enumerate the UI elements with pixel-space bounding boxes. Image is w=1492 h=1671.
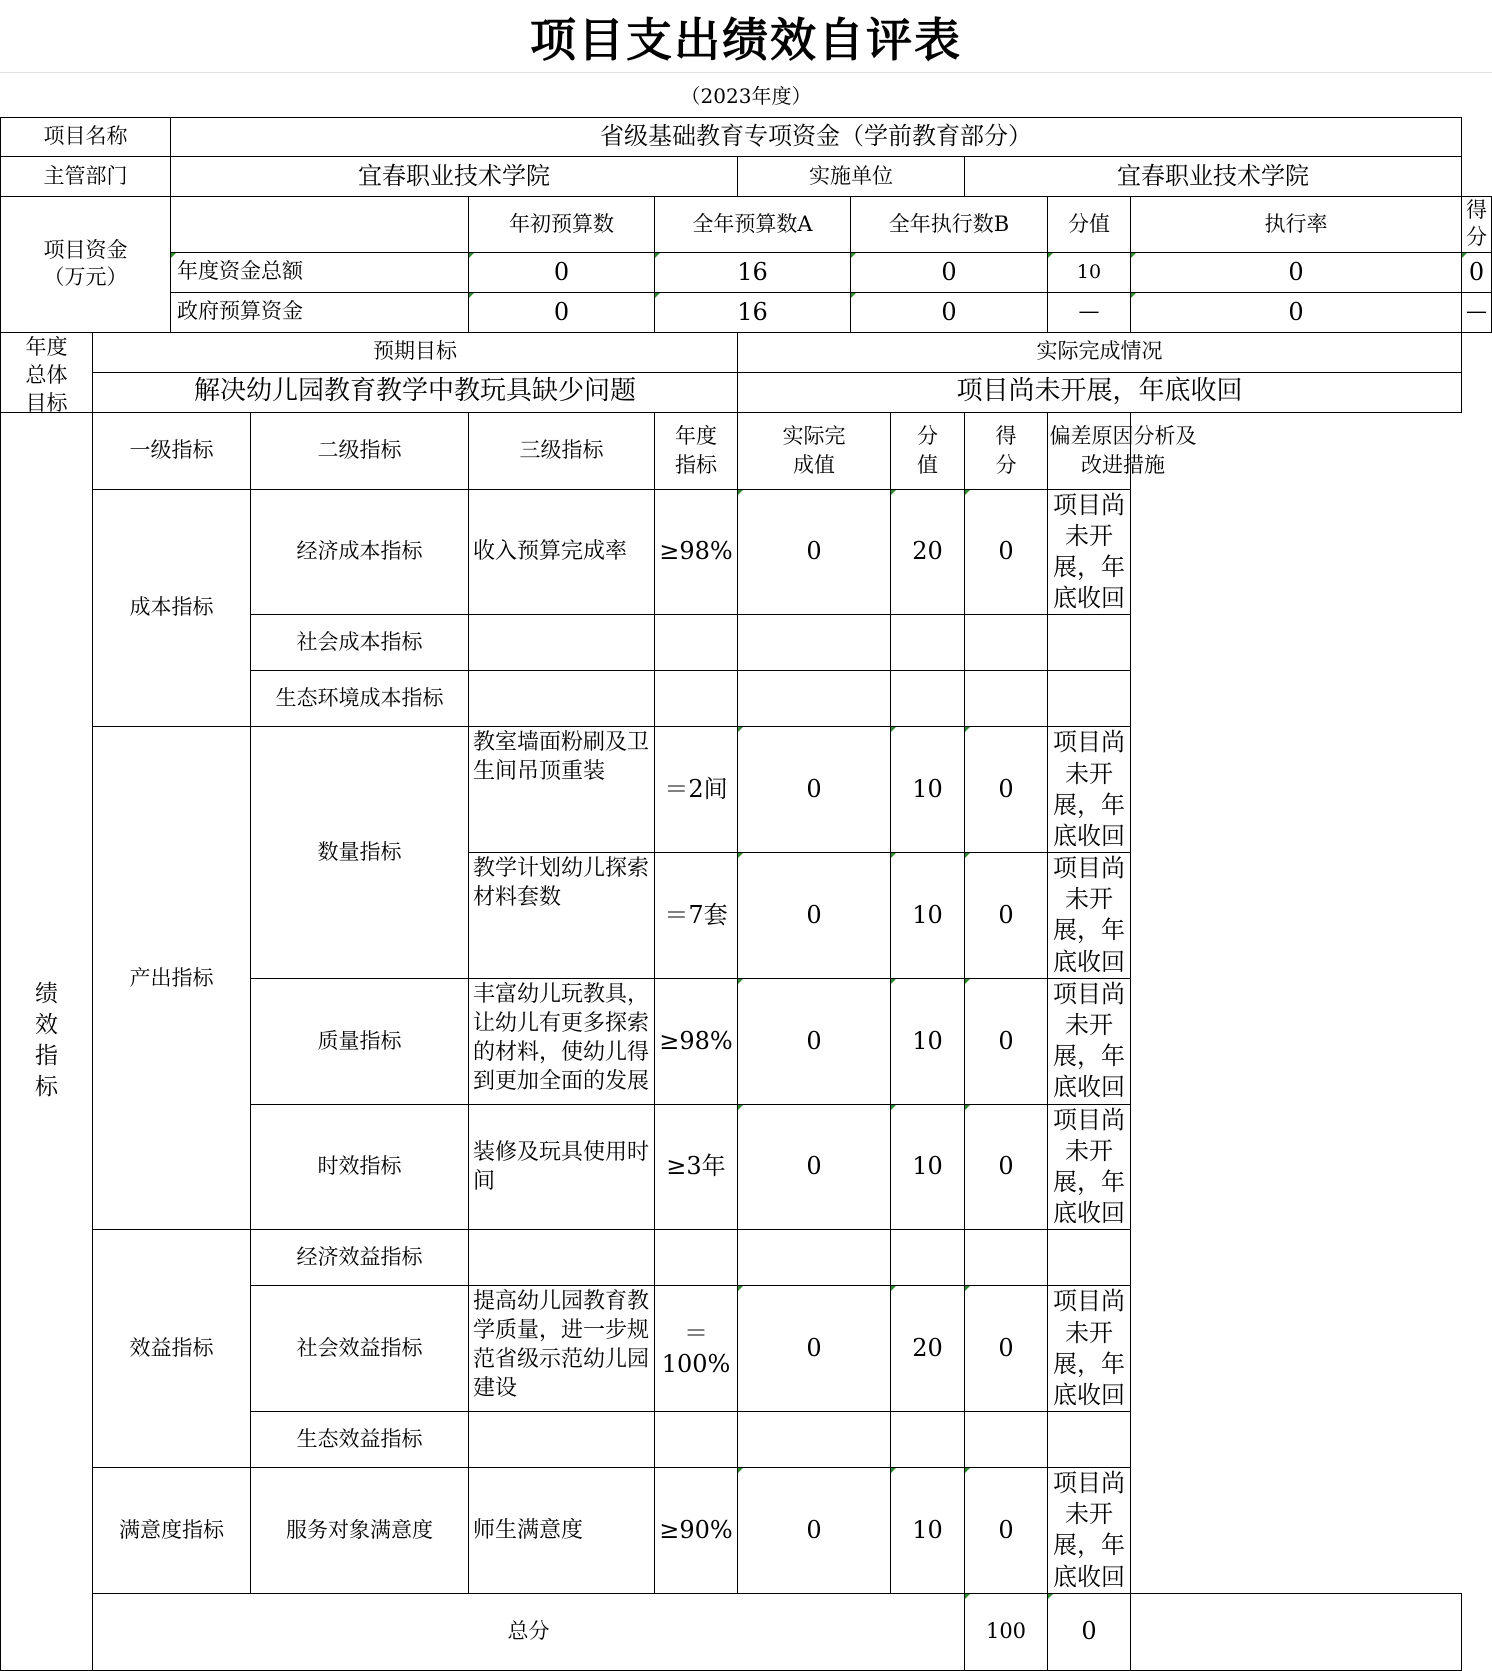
score-cell[interactable]	[965, 1230, 1048, 1286]
header-ind-score-text: 得分	[995, 423, 1017, 477]
funds-gov-row	[1, 292, 1492, 332]
funds-total-score-value[interactable]: 10	[1048, 252, 1131, 292]
table-row	[1, 727, 1492, 853]
funds-header-row	[1, 197, 1492, 253]
deviation-cell[interactable]: 项目尚未开展，年底收回	[1048, 853, 1131, 979]
level3-cell[interactable]: 师生满意度	[469, 1468, 655, 1594]
level2-cell: 服务对象满意度	[251, 1468, 469, 1594]
goals-label	[1, 332, 93, 415]
header-exec-rate: 执行率	[1131, 197, 1462, 253]
header-deviation-text: 偏差原因分析及改进措施	[1049, 423, 1197, 477]
funds-total-executed[interactable]: 0	[851, 252, 1048, 292]
deviation-cell[interactable]: 项目尚未开展，年底收回	[1048, 1104, 1131, 1230]
level2-cell: 生态环境成本指标	[251, 671, 469, 727]
level3-cell[interactable]	[469, 671, 655, 727]
score-cell[interactable]: 0	[965, 1104, 1048, 1230]
funds-gov-score-value[interactable]: —	[1048, 292, 1131, 332]
level2-cell: 经济效益指标	[251, 1230, 469, 1286]
year-label: （2023年度）	[680, 84, 812, 108]
header-level2: 二级指标	[251, 412, 469, 489]
score-cell[interactable]	[965, 615, 1048, 671]
actual-goal-value[interactable]: 项目尚未开展，年底收回	[738, 372, 1462, 412]
level2-cell: 数量指标	[251, 727, 469, 979]
target-cell[interactable]	[655, 615, 738, 671]
level2-cell: 生态效益指标	[251, 1412, 469, 1468]
level2-cell: 社会成本指标	[251, 615, 469, 671]
deviation-cell[interactable]	[1048, 1412, 1131, 1468]
score-cell[interactable]: 0	[965, 978, 1048, 1104]
level1-satisfaction: 满意度指标	[93, 1468, 251, 1594]
level2-cell: 经济成本指标	[251, 489, 469, 615]
level3-cell[interactable]	[469, 853, 655, 979]
header-level3: 三级指标	[469, 412, 655, 489]
goals-value-row	[1, 372, 1492, 412]
target-cell[interactable]: ≥98%	[655, 489, 738, 615]
score-cell[interactable]: 0	[965, 727, 1048, 853]
funds-label-line2: （万元）	[43, 265, 128, 290]
actual-cell[interactable]	[738, 671, 891, 727]
score-value-cell[interactable]: 10	[891, 1104, 965, 1230]
score-cell[interactable]	[965, 1412, 1048, 1468]
deviation-cell[interactable]: 项目尚未开展，年底收回	[1048, 727, 1131, 853]
funds-gov-initial[interactable]: 0	[469, 292, 655, 332]
level3-text: 丰富幼儿玩教具，让幼儿有更多探索的材料，使幼儿得到更加全面的发展	[473, 981, 650, 1094]
actual-cell[interactable]: 0	[738, 727, 891, 853]
level3-cell[interactable]	[469, 615, 655, 671]
header-actual-value	[738, 412, 891, 489]
table-row	[1, 1468, 1492, 1594]
actual-goal-header: 实际完成情况	[738, 332, 1462, 372]
deviation-cell[interactable]	[1048, 615, 1131, 671]
score-cell[interactable]: 0	[965, 853, 1048, 979]
target-cell[interactable]	[655, 1230, 738, 1286]
target-cell[interactable]: ≥3年	[655, 1104, 738, 1230]
level3-cell[interactable]	[469, 978, 655, 1104]
page-title: 项目支出绩效自评表	[530, 13, 962, 67]
indicators-section-text: 绩效指标	[35, 981, 58, 1101]
target-cell[interactable]: ＝7套	[655, 853, 738, 979]
target-cell[interactable]: ＝100%	[655, 1286, 738, 1412]
goals-label-text: 年度总体目标	[25, 334, 68, 415]
header-annual-target	[655, 412, 738, 489]
funds-label-line1: 项目资金	[43, 238, 128, 262]
header-annual-budget: 全年预算数A	[655, 197, 851, 253]
funds-gov-executed[interactable]: 0	[851, 292, 1048, 332]
total-score[interactable]: 0	[1048, 1593, 1131, 1670]
actual-cell[interactable]: 0	[738, 1104, 891, 1230]
funds-label	[1, 197, 171, 333]
level1-output: 产出指标	[93, 727, 251, 1230]
funds-total-label: 年度资金总额	[171, 252, 469, 292]
unit-label: 实施单位	[738, 157, 965, 197]
header-annual-target-text: 年度指标	[675, 423, 717, 477]
funds-total-rate[interactable]: 0	[1131, 252, 1462, 292]
evaluation-table	[0, 117, 1492, 1671]
project-name-label: 项目名称	[1, 118, 171, 157]
score-value-cell[interactable]: 10	[891, 853, 965, 979]
total-score-value[interactable]: 100	[965, 1593, 1048, 1670]
funds-total-annual[interactable]: 16	[655, 252, 851, 292]
score-cell[interactable]: 0	[965, 489, 1048, 615]
header-initial-budget: 年初预算数	[469, 197, 655, 253]
score-value-cell[interactable]: 10	[891, 978, 965, 1104]
header-ind-score-value	[891, 412, 965, 489]
score-value-cell[interactable]: 20	[891, 489, 965, 615]
level3-text: 提高幼儿园教育教学质量，进一步规范省级示范幼儿园建设	[473, 1289, 650, 1402]
score-value-cell[interactable]	[891, 1230, 965, 1286]
level2-cell: 时效指标	[251, 1104, 469, 1230]
deviation-cell[interactable]: 项目尚未开展，年底收回	[1048, 978, 1131, 1104]
actual-cell[interactable]: 0	[738, 1468, 891, 1594]
funds-total-score[interactable]: 0	[1462, 252, 1492, 292]
unit-value[interactable]: 宜春职业技术学院	[965, 157, 1462, 197]
actual-cell[interactable]	[738, 1412, 891, 1468]
target-cell[interactable]: ＝2间	[655, 727, 738, 853]
funds-gov-score[interactable]: —	[1462, 292, 1492, 332]
header-executed: 全年执行数B	[851, 197, 1048, 253]
funds-gov-label: 政府预算资金	[171, 292, 469, 332]
expected-goal-value[interactable]: 解决幼儿园教育教学中教玩具缺少问题	[93, 372, 738, 412]
level3-cell[interactable]: 收入预算完成率	[469, 489, 655, 615]
deviation-cell[interactable]	[1048, 671, 1131, 727]
dept-label: 主管部门	[1, 157, 171, 197]
score-value-cell[interactable]: 10	[891, 727, 965, 853]
total-label: 总分	[93, 1593, 965, 1670]
target-cell[interactable]	[655, 1412, 738, 1468]
goals-header-row	[1, 332, 1492, 372]
level3-cell[interactable]: 装修及玩具使用时间	[469, 1104, 655, 1230]
deviation-cell[interactable]: 项目尚未开展，年底收回	[1048, 489, 1131, 615]
level3-cell[interactable]	[469, 727, 655, 853]
score-value-cell[interactable]	[891, 615, 965, 671]
score-value-cell[interactable]	[891, 671, 965, 727]
header-actual-value-text: 实际完成值	[782, 423, 846, 477]
header-ind-score	[965, 412, 1048, 489]
total-row	[1, 1593, 1492, 1670]
level2-cell: 质量指标	[251, 978, 469, 1104]
actual-cell[interactable]	[738, 615, 891, 671]
table-row	[1, 489, 1492, 615]
funds-gov-rate[interactable]: 0	[1131, 292, 1462, 332]
header-score-value: 分值	[1048, 197, 1131, 253]
funds-total-initial[interactable]: 0	[469, 252, 655, 292]
target-cell[interactable]: ≥98%	[655, 978, 738, 1104]
project-name-row	[1, 118, 1492, 157]
funds-total-row	[1, 252, 1492, 292]
score-cell[interactable]: 0	[965, 1286, 1048, 1412]
level3-cell[interactable]	[469, 1230, 655, 1286]
deviation-cell[interactable]: 项目尚未开展，年底收回	[1048, 1468, 1131, 1594]
level3-cell[interactable]	[469, 1412, 655, 1468]
score-cell[interactable]: 0	[965, 1468, 1048, 1594]
score-value-cell[interactable]: 10	[891, 1468, 965, 1594]
header-score: 得分	[1462, 197, 1492, 253]
funds-gov-annual[interactable]: 16	[655, 292, 851, 332]
deviation-cell[interactable]: 项目尚未开展，年底收回	[1048, 1286, 1131, 1412]
target-cell[interactable]	[655, 671, 738, 727]
header-deviation	[1048, 412, 1197, 489]
actual-cell[interactable]: 0	[738, 1286, 891, 1412]
level2-cell: 社会效益指标	[251, 1286, 469, 1412]
department-row	[1, 157, 1492, 197]
project-name-value[interactable]: 省级基础教育专项资金（学前教育部分）	[171, 118, 1462, 157]
target-cell[interactable]: ≥90%	[655, 1468, 738, 1594]
actual-cell[interactable]	[738, 1230, 891, 1286]
funds-corner	[171, 197, 469, 253]
actual-cell[interactable]: 0	[738, 489, 891, 615]
actual-cell[interactable]: 0	[738, 853, 891, 979]
indicator-header-row	[1, 412, 1492, 489]
level1-benefit: 效益指标	[93, 1230, 251, 1468]
expected-goal-header: 预期目标	[93, 332, 738, 372]
actual-cell[interactable]: 0	[738, 978, 891, 1104]
level3-text: 教室墙面粉刷及卫生间吊顶重装	[473, 730, 650, 785]
indicators-section-label	[1, 412, 93, 1670]
total-deviation[interactable]	[1131, 1593, 1462, 1670]
dept-value[interactable]: 宜春职业技术学院	[171, 157, 738, 197]
score-value-cell[interactable]	[891, 1412, 965, 1468]
score-value-cell[interactable]: 20	[891, 1286, 965, 1412]
table-row	[1, 1230, 1492, 1286]
header-ind-score-value-text: 分值	[917, 423, 938, 477]
level3-cell[interactable]	[469, 1286, 655, 1412]
deviation-cell[interactable]	[1048, 1230, 1131, 1286]
level1-cost: 成本指标	[93, 489, 251, 727]
level3-text: 教学计划幼儿探索材料套数	[473, 856, 650, 911]
score-cell[interactable]	[965, 671, 1048, 727]
header-level1: 一级指标	[93, 412, 251, 489]
